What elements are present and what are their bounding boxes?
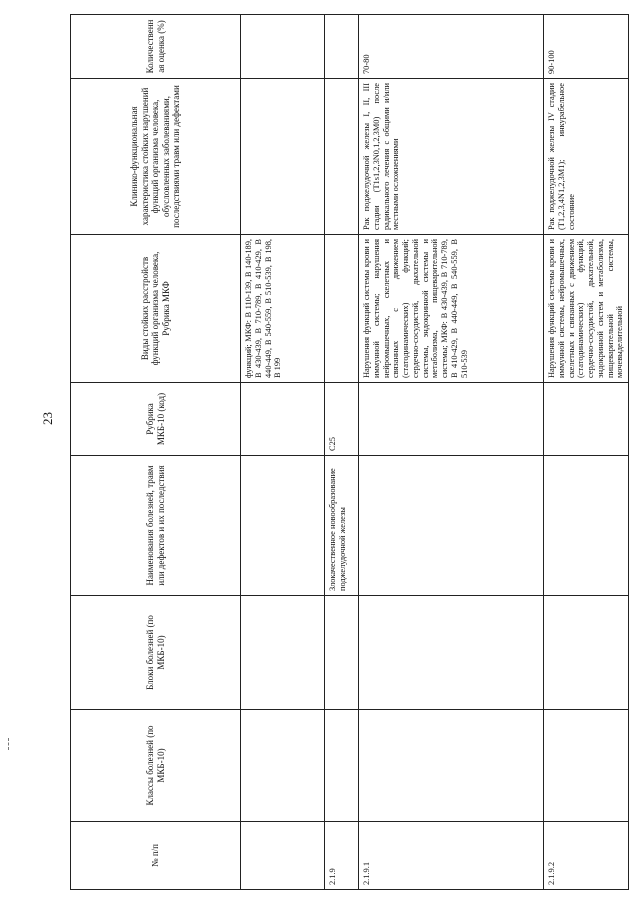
cell-clinical bbox=[241, 79, 325, 235]
cell-name bbox=[359, 456, 544, 596]
cell-rubric: C25 bbox=[325, 383, 359, 456]
cell-num: 2.1.9.1 bbox=[359, 822, 544, 890]
header-name: Наименования болезней, травм или дефектов и их последствия bbox=[71, 456, 241, 596]
cell-clinical bbox=[325, 79, 359, 235]
table-row bbox=[359, 15, 544, 890]
cell-block bbox=[241, 596, 325, 710]
header-score: Количественная оценка (%) bbox=[71, 15, 241, 79]
cell-block bbox=[544, 596, 629, 710]
cell-score bbox=[241, 15, 325, 79]
header-block: Блоки болезней (по МКБ-10) bbox=[71, 596, 241, 710]
header-types: Виды стойких расстройств функций организма человека, Рубрика МКФ bbox=[71, 235, 241, 383]
cell-rubric bbox=[544, 383, 629, 456]
cell-types: функций; МКФ: B 110-139, B 140-189, B 430-439, B 710-789, B 410-429, B 440-449, B 540-559, B 510-539, B 198, B 199 bbox=[241, 235, 325, 383]
rotated-table-wrapper bbox=[70, 15, 628, 890]
cell-types: Нарушения функций системы крови и иммунной системы; нарушения нейромышечных, скелетных и связанных с движением (статодинамических) функций; сердечно-сосудистой, дыхательной системы, эндокринной системы и метаболизма, пищеварительной системы; МКФ: B 430-439, B 710-789, B 410-429, B 440-449, B 540-559, B 510-539 bbox=[359, 235, 544, 383]
cell-rubric bbox=[359, 383, 544, 456]
cell-block bbox=[359, 596, 544, 710]
cell-score: 70-80 bbox=[359, 15, 544, 79]
table-row bbox=[544, 15, 629, 890]
cell-class bbox=[241, 710, 325, 822]
table-row bbox=[325, 15, 359, 890]
cell-class bbox=[359, 710, 544, 822]
cell-clinical: Рак поджелудочной железы I, II, III стадии (T1s1,2,3N0,1,2,3M0) после радикального лечения с общими и/или местными осложнениями bbox=[359, 79, 544, 235]
cell-class bbox=[544, 710, 629, 822]
margin-mark bbox=[8, 738, 11, 750]
cell-types: Нарушения функций системы крови и иммунной системы, нейромышечных, скелетных и связанных с движением (статодинамических) функций, сердечно-сосудистой, дыхательной, эндокринной систем и метаболизма, пищеварительной системы, мочевыделительной bbox=[544, 235, 629, 383]
cell-name bbox=[241, 456, 325, 596]
table-row bbox=[241, 15, 325, 890]
cell-name bbox=[544, 456, 629, 596]
page-number: 23 bbox=[40, 412, 55, 425]
header-num: № п/п bbox=[71, 822, 241, 890]
cell-types bbox=[325, 235, 359, 383]
cell-class bbox=[325, 710, 359, 822]
cell-num bbox=[241, 822, 325, 890]
cell-rubric bbox=[241, 383, 325, 456]
disability-criteria-table bbox=[70, 14, 629, 890]
table-header-row bbox=[71, 15, 241, 890]
cell-clinical: Рак поджелудочной железы IV стадии (T1,2,3,4N1,2,3M1); инкурабельное состояние bbox=[544, 79, 629, 235]
header-class: Классы болезней (по МКБ-10) bbox=[71, 710, 241, 822]
cell-score bbox=[325, 15, 359, 79]
cell-block bbox=[325, 596, 359, 710]
header-rubric: Рубрика МКБ-10 (код) bbox=[71, 383, 241, 456]
cell-num: 2.1.9 bbox=[325, 822, 359, 890]
header-clinical: Клинико-функциональная характеристика стойких нарушений функций организма человека, обусловленных заболеваниями, последствиями травм или дефектами bbox=[71, 79, 241, 235]
cell-score: 90-100 bbox=[544, 15, 629, 79]
cell-num: 2.1.9.2 bbox=[544, 822, 629, 890]
cell-name: Злокачественное новообразование поджелудочной железы bbox=[325, 456, 359, 596]
